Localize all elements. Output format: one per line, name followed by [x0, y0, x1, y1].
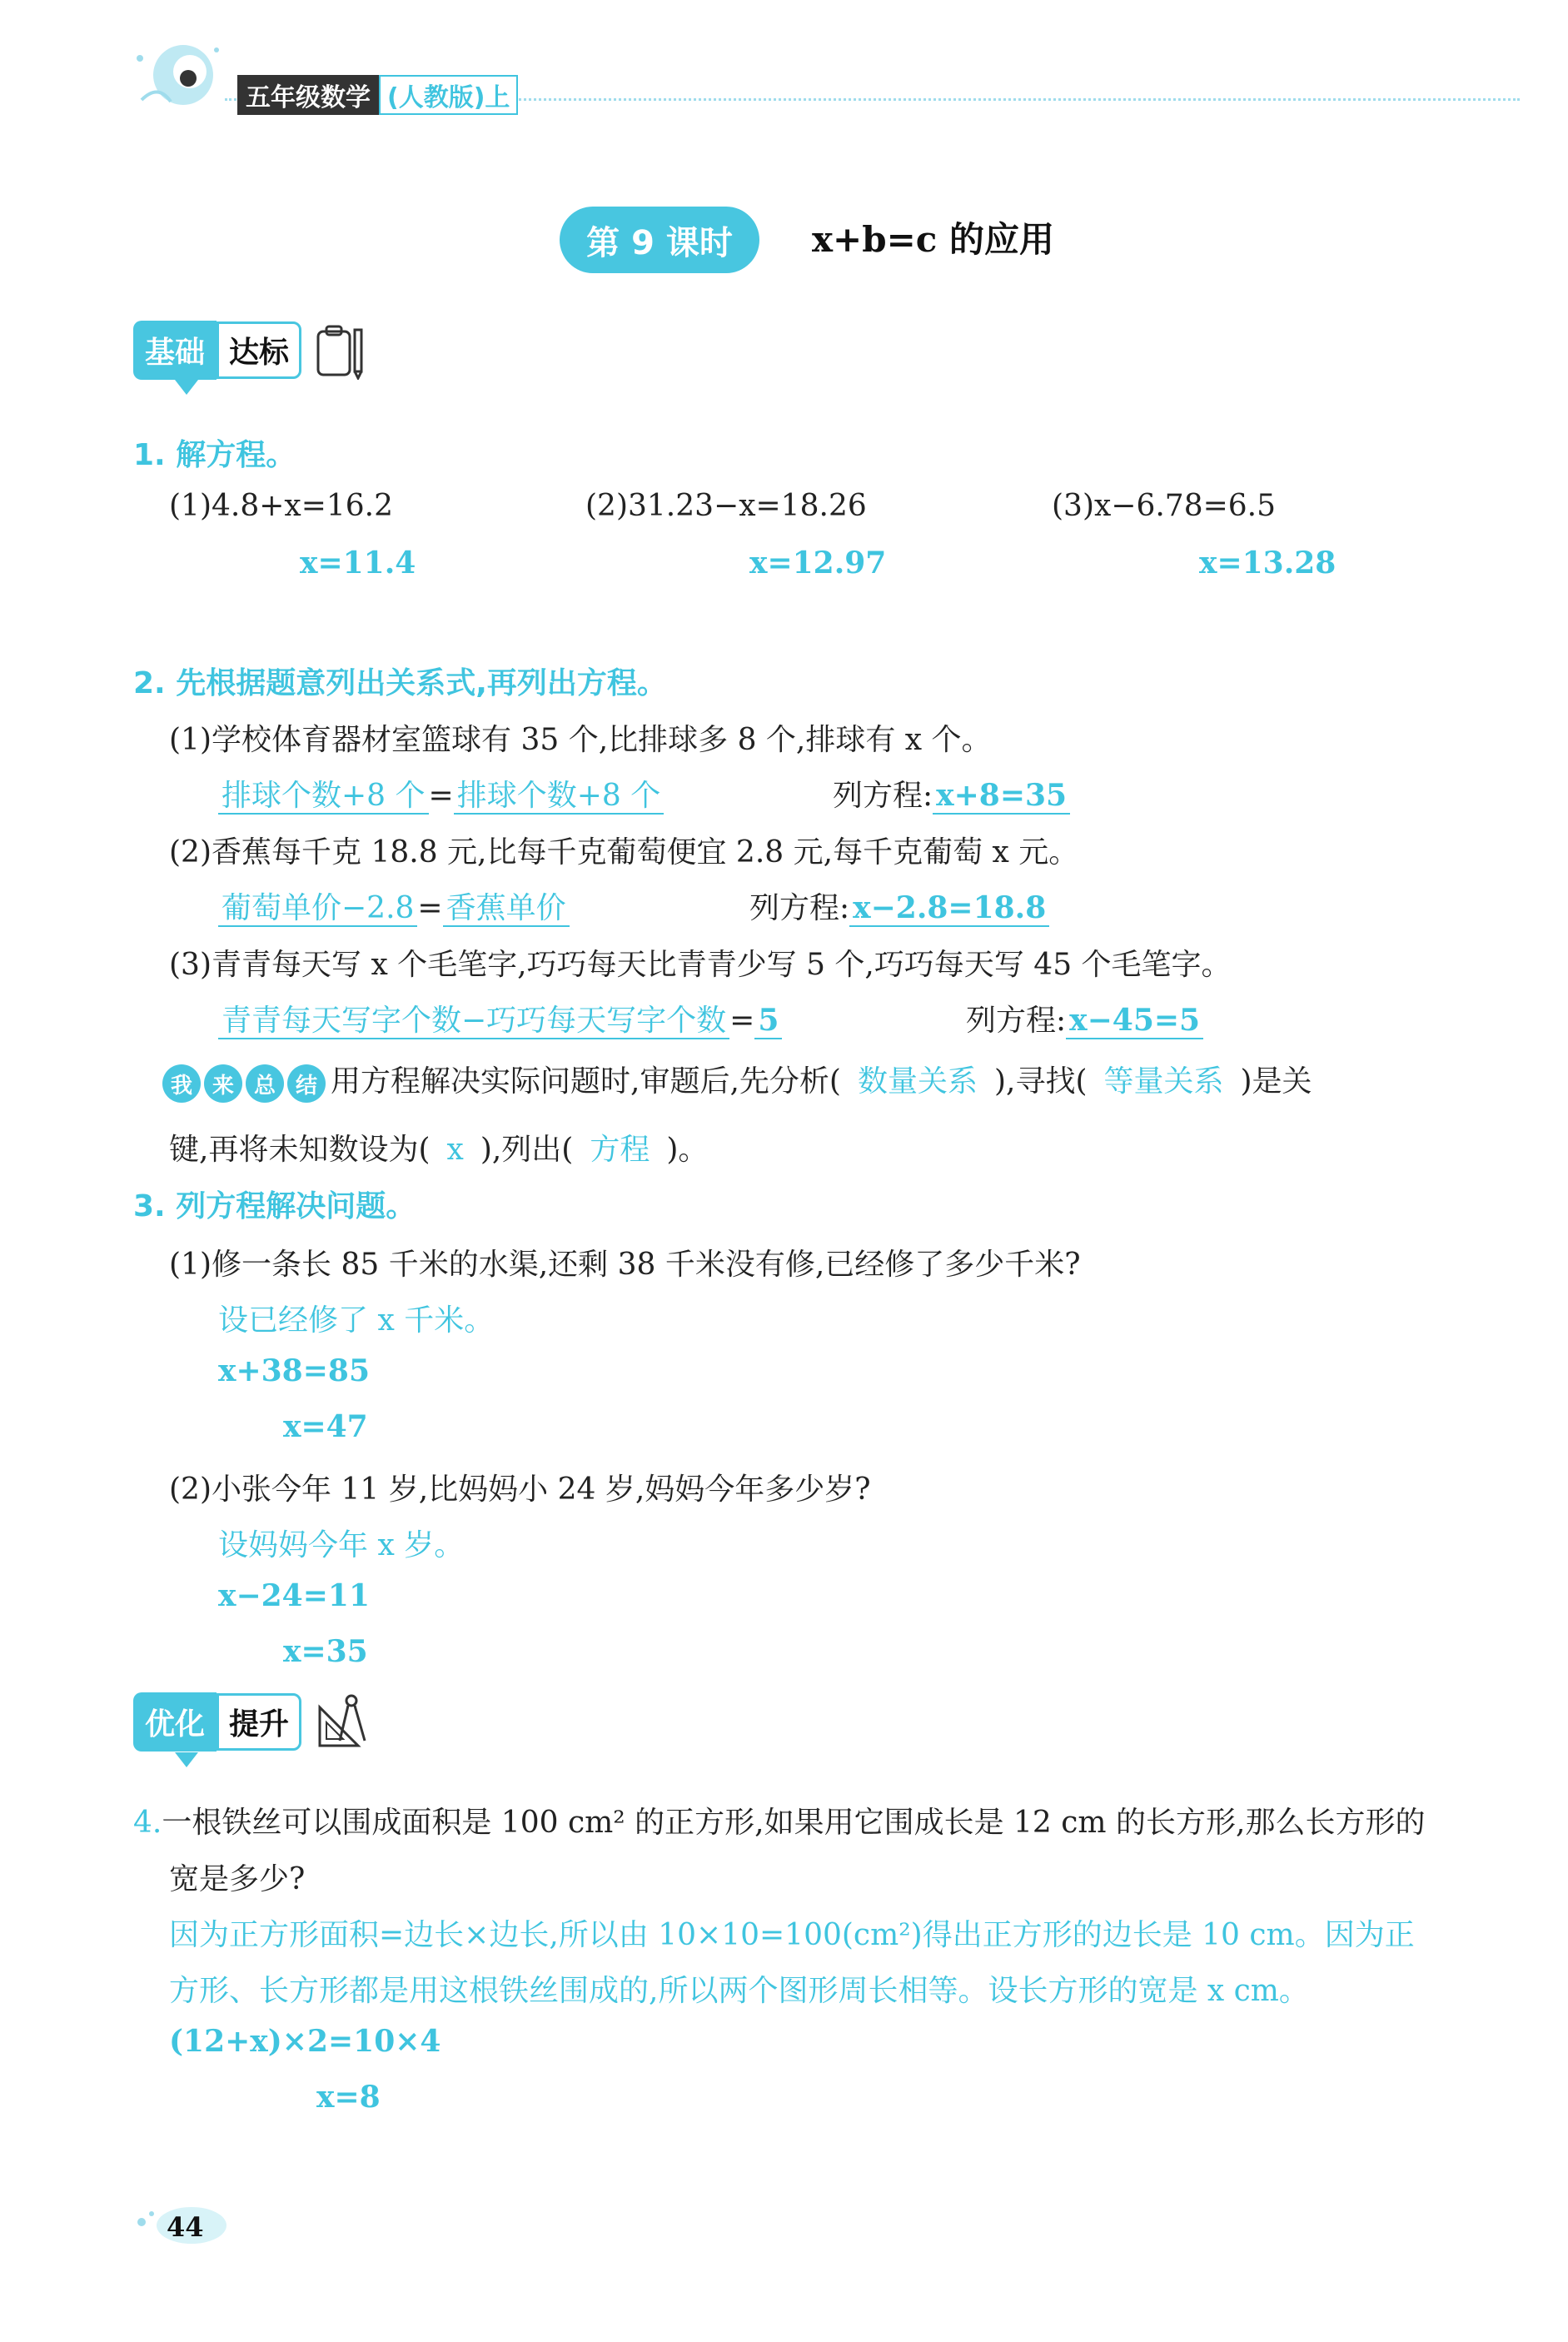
q2-3-eq-answer: x−45=5 — [1066, 1003, 1203, 1039]
q4-text-1: 一根铁丝可以围成面积是 100 cm² 的正方形,如果用它围成长是 12 cm 的长方形,那么长方形的 — [162, 1806, 1426, 1840]
q3-2-answer-equation: x−24=11 — [218, 1578, 370, 1613]
q1-answer-3: x=13.28 — [1199, 546, 1337, 581]
q4-question-line2: 宽是多少? — [169, 1862, 306, 1896]
section-tag-arrow-2 — [175, 1752, 198, 1767]
summary-badge-char-2: 来 — [204, 1064, 242, 1103]
page-number: 44 — [167, 2211, 204, 2243]
q2-3-eq-label: 列方程: — [966, 1004, 1067, 1038]
q3-2-answer-solution: x=35 — [283, 1634, 368, 1669]
summary-text-3: )是关 — [1240, 1064, 1312, 1099]
q2-item-2-relation — [218, 884, 570, 927]
q2-item-1-relation — [218, 772, 664, 815]
q2-item-3-text: (3)青青每天写 x 个毛笔字,巧巧每天比青青少写 5 个,巧巧每天写 45 个毛笔字。 — [169, 948, 1232, 982]
q2-2-rel-eq: = — [417, 891, 443, 925]
header-logo-icon — [125, 33, 233, 125]
q2-item-1-equation — [833, 772, 1070, 815]
q2-summary-line1 — [162, 1058, 1528, 1103]
q1-eq-3: (3)x−6.78=6.5 — [1052, 489, 1277, 523]
section-tag-advanced-label: 优化 — [133, 1692, 217, 1752]
summary-badge-char-4: 结 — [287, 1064, 326, 1103]
summary-badge-char-1: 我 — [162, 1064, 201, 1103]
summary-text-4: 键,再将未知数设为( — [169, 1133, 431, 1167]
q4-answer-equation: (12+x)×2=10×4 — [169, 2024, 441, 2059]
q1-heading: 1. 解方程。 — [133, 438, 296, 472]
summary-text-5: ),列出( — [480, 1133, 574, 1167]
section-tag-basic-label: 基础 — [133, 321, 217, 380]
book-edition: (人教版)上 — [379, 75, 518, 115]
summary-answer-2: 等量关系 — [1103, 1064, 1224, 1099]
q3-1-answer-solution: x=47 — [283, 1409, 368, 1444]
section-tag-basic-sub: 达标 — [217, 321, 301, 379]
book-title: 五年级数学 — [237, 75, 379, 115]
q3-item-2-text: (2)小张今年 11 岁,比妈妈小 24 岁,妈妈今年多少岁? — [169, 1472, 871, 1507]
q1-eq-2: (2)31.23−x=18.26 — [585, 489, 867, 523]
q2-1-rel-eq: = — [428, 779, 454, 813]
q2-2-rel-right: 香蕉单价 — [443, 891, 570, 927]
q3-2-answer-let: 设妈妈今年 x 岁。 — [218, 1528, 465, 1562]
summary-text-1: 用方程解决实际问题时,审题后,先分析( — [331, 1064, 841, 1099]
q2-2-rel-left: 葡萄单价−2.8 — [218, 891, 417, 927]
q1-answer-2: x=12.97 — [749, 546, 887, 581]
header-title — [237, 77, 518, 113]
q2-heading: 2. 先根据题意列出关系式,再列出方程。 — [133, 666, 667, 700]
q2-item-3-equation — [966, 997, 1203, 1039]
summary-text-2: ),寻找( — [993, 1064, 1088, 1099]
q2-3-rel-left: 青青每天写字个数−巧巧每天写字个数 — [218, 1004, 729, 1039]
summary-answer-4: 方程 — [590, 1133, 650, 1167]
section-tag-arrow — [175, 380, 198, 395]
summary-badge — [162, 1064, 326, 1103]
q4-answer-solution: x=8 — [316, 2080, 381, 2115]
clipboard-pencil-icon — [313, 321, 368, 380]
section-tag-advanced — [133, 1691, 371, 1752]
q3-1-answer-equation: x+38=85 — [218, 1353, 370, 1388]
q2-item-3-relation — [218, 997, 782, 1039]
q2-1-rel-right: 排球个数+8 个 — [454, 779, 665, 815]
q2-2-eq-label: 列方程: — [749, 891, 850, 925]
q1-eq-1: (1)4.8+x=16.2 — [169, 489, 394, 523]
q2-item-2-text: (2)香蕉每千克 18.8 元,比每千克葡萄便宜 2.8 元,每千克葡萄 x 元。 — [169, 835, 1079, 870]
q2-2-eq-answer: x−2.8=18.8 — [849, 890, 1049, 927]
q2-1-eq-answer: x+8=35 — [933, 778, 1070, 815]
ruler-compass-icon — [313, 1691, 371, 1752]
summary-badge-char-3: 总 — [246, 1064, 284, 1103]
summary-text-6: )。 — [666, 1133, 709, 1167]
q3-1-answer-let: 设已经修了 x 千米。 — [218, 1303, 495, 1338]
q4-answer-line1: 因为正方形面积=边长×边长,所以由 10×10=100(cm²)得出正方形的边长是 10 cm。因为正 — [169, 1918, 1415, 1952]
q2-1-eq-label: 列方程: — [833, 779, 933, 813]
q2-item-1-text: (1)学校体育器材室篮球有 35 个,比排球多 8 个,排球有 x 个。 — [169, 723, 992, 757]
q4-number: 4. — [133, 1806, 162, 1840]
q2-3-rel-eq: = — [729, 1004, 755, 1038]
q1-answer-1: x=11.4 — [300, 546, 416, 581]
q4-answer-line2: 方形、长方形都是用这根铁丝围成的,所以两个图形周长相等。设长方形的宽是 x cm。 — [169, 1974, 1309, 2008]
q2-summary-line2 — [169, 1126, 708, 1169]
q2-1-rel-left: 排球个数+8 个 — [218, 779, 429, 815]
q4-question-line1 — [133, 1799, 1532, 1841]
q2-item-2-equation — [749, 884, 1049, 927]
summary-answer-3: x — [446, 1133, 464, 1167]
q3-item-1-text: (1)修一条长 85 千米的水渠,还剩 38 千米没有修,已经修了多少千米? — [169, 1248, 1081, 1282]
summary-answer-1: 数量关系 — [857, 1064, 978, 1099]
q3-heading: 3. 列方程解决问题。 — [133, 1189, 416, 1223]
section-tag-advanced-sub: 提升 — [217, 1693, 301, 1751]
lesson-badge: 第 9 课时 — [560, 207, 759, 273]
q2-3-rel-right: 5 — [754, 1003, 782, 1039]
lesson-title: x+b=c 的应用 — [812, 219, 1054, 260]
section-tag-basic — [133, 321, 368, 380]
